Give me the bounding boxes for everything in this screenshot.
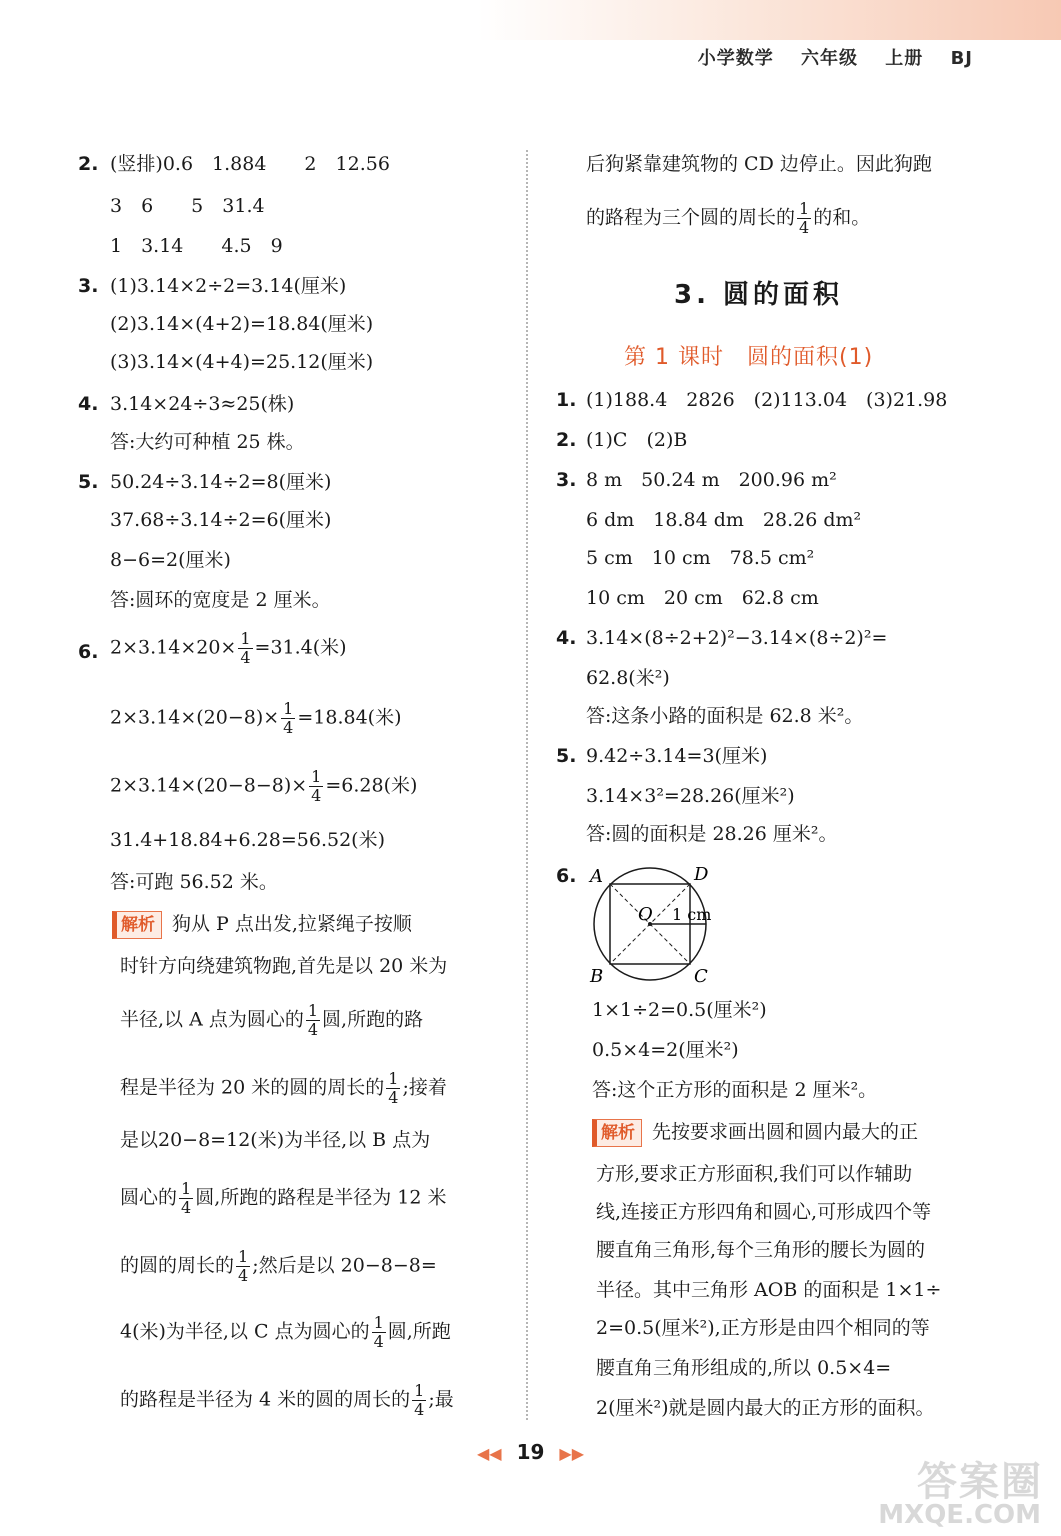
right-cont-1: 后狗紧靠建筑物的 CD 边停止。因此狗跑 [586,153,932,175]
circle-square-diagram [586,860,756,988]
page-footer [0,1440,1061,1464]
q3-line3: (3)3.14×(4+4)=25.12(厘米) [110,351,374,373]
analysis-left-3: 半径,以 A 点为圆心的 $\frac{1}{4}$ 圆,所跑的路 [120,1001,424,1039]
q6-line3-b: =6.28(米) [325,774,418,797]
next-page-icon[interactable]: ▶▶ [559,1444,584,1463]
q6-line1-a: 2×3.14×20× [110,636,237,659]
analysis-right-5: 半径。其中三角形 AOB 的面积是 1×1÷ [596,1279,942,1301]
q2-line3: 1 3.14 4.5 9 [110,235,283,257]
fraction-quarter: $\frac{1}{4}$ [373,1313,384,1351]
fraction-quarter: $\frac{1}{4}$ [414,1381,425,1419]
label-radius: 1 cm [672,905,712,924]
q6-number: 6. [78,641,99,663]
r-q5-line2: 3.14×3²=28.26(厘米²) [586,785,795,807]
r-q4-line2: 62.8(米²) [586,667,670,689]
q6-line4: 31.4+18.84+6.28=56.52(米) [110,829,385,851]
fraction-quarter: $\frac{1}{4}$ [311,767,322,805]
analysis-left-9: 的路程是半径为 4 米的圆的周长的 $\frac{1}{4}$ ;最 [120,1381,454,1419]
analysis-right-3: 线,连接正方形四角和圆心,可形成四个等 [596,1201,932,1223]
r-q1-number: 1. [556,389,577,411]
page-header [678,44,973,70]
fraction-quarter: $\frac{1}{4}$ [388,1069,399,1107]
q6-line5: 答:可跑 56.52 米。 [110,871,278,893]
analysis-right-4: 腰直角三角形,每个三角形的腰长为圆的 [596,1239,926,1261]
label-C: C [694,966,708,987]
watermark-url: MXQE.COM [878,1500,1041,1530]
label-B: B [590,966,604,987]
section-title: 3. 圆的面积 [674,280,844,310]
header-edition: BJ [950,48,973,69]
q5-line2: 37.68÷3.14÷2=6(厘米) [110,509,332,531]
q2-line1: (竖排)0.6 1.884 2 12.56 [110,153,390,175]
r-q3-line3: 5 cm 10 cm 78.5 cm² [586,547,815,569]
q6-line3 [110,768,417,805]
header-subject: 小学数学 [697,48,774,69]
top-band [0,0,1061,40]
r-q2-line1: (1)C (2)B [586,429,688,451]
q6-line2-b: =18.84(米) [297,706,402,729]
analysis-left-2: 时针方向绕建筑物跑,首先是以 20 米为 [120,955,448,977]
watermark-logo: 答案圈 [917,1459,1043,1505]
analysis-left-5: 是以20−8=12(米)为半径,以 B 点为 [120,1129,431,1151]
q3-line2: (2)3.14×(4+2)=18.84(厘米) [110,313,374,335]
fraction-quarter: $\frac{1}{4}$ [238,1247,249,1285]
right-cont-2: 的路程为三个圆的周长的 $\frac{1}{4}$ 的和。 [586,199,871,237]
analysis-right-1: 解析 先按要求画出圆和圆内最大的正 [592,1118,918,1147]
r-q5-number: 5. [556,745,577,767]
r-q2-number: 2. [556,429,577,451]
q4-line1: 3.14×24÷3≈25(株) [110,393,295,415]
analysis-tag: 解析 [112,911,162,939]
r-q6-line2: 0.5×4=2(厘米²) [592,1039,739,1061]
q6-line2 [110,700,402,737]
fraction-quarter: $\frac{1}{4}$ [181,1179,192,1217]
r-q6-line3: 答:这个正方形的面积是 2 厘米²。 [592,1079,878,1101]
q4-line2: 答:大约可种植 25 株。 [110,431,305,453]
q5-number: 5. [78,471,99,493]
analysis-left-4: 程是半径为 20 米的圆的周长的 $\frac{1}{4}$ ;接着 [120,1069,447,1107]
analysis-right-7: 腰直角三角形组成的,所以 0.5×4= [596,1357,892,1379]
lesson-title: 第 1 课时 圆的面积(1) [624,345,874,370]
prev-page-icon[interactable]: ◀◀ [477,1444,502,1463]
q6-line1-b: =31.4(米) [254,636,347,659]
analysis-right-6: 2=0.5(厘米²),正方形是由四个相同的等 [596,1317,930,1339]
q5-line3: 8−6=2(厘米) [110,549,231,571]
analysis-right-2: 方形,要求正方形面积,我们可以作辅助 [596,1163,913,1185]
r-q1-line1: (1)188.4 2826 (2)113.04 (3)21.98 [586,389,948,411]
analysis-left-6: 圆心的 $\frac{1}{4}$ 圆,所跑的路程是半径为 12 米 [120,1179,447,1217]
r-q3-line1: 8 m 50.24 m 200.96 m² [586,469,837,491]
header-grade: 六年级 [801,48,859,69]
r-q5-line3: 答:圆的面积是 28.26 厘米²。 [586,823,838,845]
r-q6-number: 6. [556,865,577,887]
r-q3-number: 3. [556,469,577,491]
q6-line2-a: 2×3.14×(20−8)× [110,706,280,729]
q2-line2: 3 6 5 31.4 [110,195,265,217]
q3-line1: (1)3.14×2÷2=3.14(厘米) [110,275,347,297]
fraction-quarter: $\frac{1}{4}$ [799,199,810,237]
column-divider [526,150,528,1420]
q6-line3-a: 2×3.14×(20−8−8)× [110,774,308,797]
page-number: 19 [516,1440,545,1464]
r-q6-line1: 1×1÷2=0.5(厘米²) [592,999,767,1021]
fraction-quarter: $\frac{1}{4}$ [240,629,251,667]
r-q4-line3: 答:这条小路的面积是 62.8 米²。 [586,705,864,727]
r-q5-line1: 9.42÷3.14=3(厘米) [586,745,768,767]
label-D: D [694,864,709,885]
r-q4-line1: 3.14×(8÷2+2)²−3.14×(8÷2)²= [586,627,888,649]
r-q3-line2: 6 dm 18.84 dm 28.26 dm² [586,509,862,531]
fraction-quarter: $\frac{1}{4}$ [307,1001,319,1039]
analysis-left-7: 的圆的周长的 $\frac{1}{4}$ ;然后是以 20−8−8= [120,1247,437,1285]
q2-number: 2. [78,153,99,175]
r-q3-line4: 10 cm 20 cm 62.8 cm [586,587,819,609]
label-O: O [638,904,653,925]
analysis-tag: 解析 [592,1119,642,1147]
q6-line1 [110,630,347,667]
fraction-quarter: $\frac{1}{4}$ [283,699,294,737]
label-A: A [590,866,603,887]
q5-line4: 答:圆环的宽度是 2 厘米。 [110,589,331,611]
analysis-right-8: 2(厘米²)就是圆内最大的正方形的面积。 [596,1397,935,1419]
q4-number: 4. [78,393,99,415]
q3-number: 3. [78,275,99,297]
header-volume: 上册 [885,48,924,69]
analysis-left-8: 4(米)为半径,以 C 点为圆心的 $\frac{1}{4}$ 圆,所跑 [120,1313,451,1351]
r-q4-number: 4. [556,627,577,649]
analysis-left-1: 解析 狗从 P 点出发,拉紧绳子按顺 [112,910,412,939]
q5-line1: 50.24÷3.14÷2=8(厘米) [110,471,332,493]
